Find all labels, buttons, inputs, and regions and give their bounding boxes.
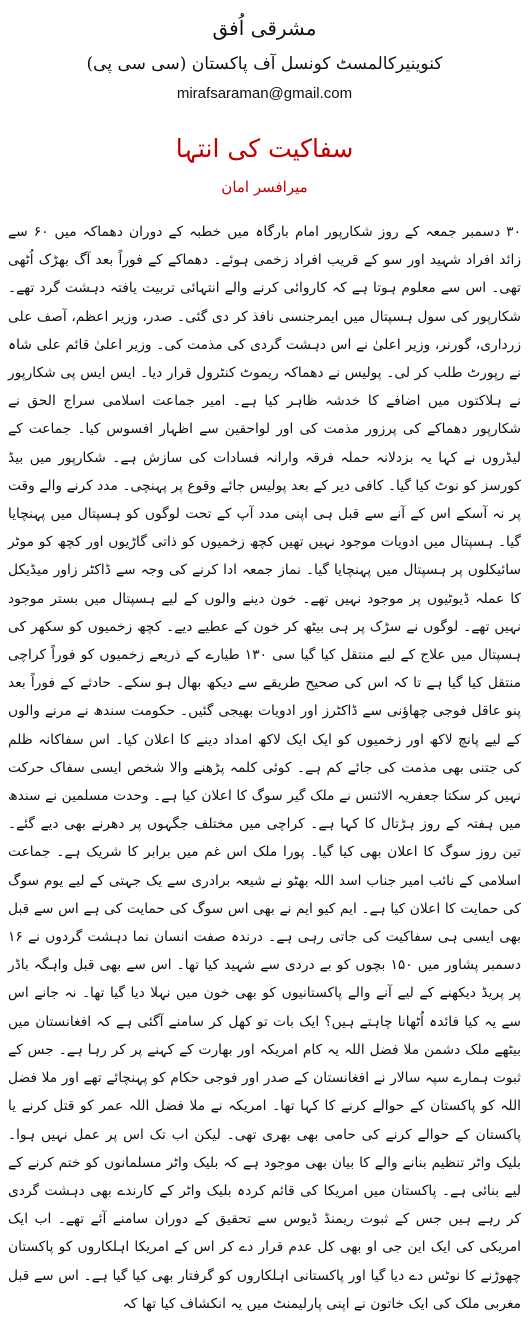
article-paragraph: ۳۰ دسمبر جمعہ کے روز شکارپور امام بارگاہ میں خطبہ کے دوران دھماکہ میں ۶۰ سے زائد افراد شہید اور سو کے قریب افراد زخمی ہوئے۔ دھماکے کے فوراً بعد آگ بھڑک اُٹھی تھی۔ اس سے معلوم ہوتا ہے کہ کاروائی کرنے والے انتہائی تربیت یافتہ دہشت گرد تھے۔ شکارپور کی سول ہسپتال میں ایمرجنسی نافذ کر دی گئی۔ صدر، وزیر اعظم، آصف علی زرداری، گورنر، وزیر اعلیٰ نے اس دہشت گردی کی مذمت کی۔ وزیر اعلیٰ قائم علی شاہ نے رپورٹ طلب کر لی۔ پولیس نے دھماکہ ریموٹ کنٹرول قرار دیا۔ ایس ایس پی شکارپور نے ہلاکتوں میں اضافے کا خدشہ ظاہر کیا ہے۔ امیر جماعت اسلامی سراج الحق نے شکارپور دھماکے کی پرزور مذمت کی اور لواحقین سے اظہار افسوس کیا۔ جماعت کے لیڈروں نے کہا یہ بزدلانہ حملہ فرقہ وارانہ فسادات کی سازش ہے۔ شکارپور میں بیڈ کورسز کو نوٹ کیا گیا۔ کافی دیر کے بعد پولیس جائے وقوع پر پہنچی۔ مدد کرنے والے وقت پر نہ آسکے اس کے آنے سے قبل ہی اپنی مدد آپ کے تحت لوگوں کو ہسپتال میں پہنچایا گیا۔ ہسپتال میں ادویات موجود نہیں تھیں کچھ زخمیوں کو ذاتی گاڑیوں اور کچھ کو موٹر سائیکلوں پر ہسپتال میں پہنچایا گیا۔ نماز جمعہ ادا کرنے کی وجہ سے ڈاکٹر زاور میڈیکل کا عملہ ڈیوٹیوں پر موجود نہیں تھے۔ خون دینے والوں کے لیے ہسپتال میں بستر موجود نہیں تھے۔ لوگوں نے سڑک پر ہی بیٹھ کر خون کے عطیے دیے۔ کچھ زخمیوں کو سکھر کی ہسپتال میں علاج کے لیے منتقل کیا گیا سی ۱۳۰ طیارے کے ذریعے زخمیوں کو فوراً کراچی منتقل کیا گیا ہے تا کہ اس کی صحیح طریقے سے دیکھ بھال ہو سکے۔ حادثے کے فوراً بعد پنو عاقل فوجی چھاؤنی سے ڈاکٹرز اور ادویات بھیجی گئیں۔ حکومت سندھ نے مرنے والوں کے لیے پانچ لاکھ اور زخمیوں کو ایک ایک لاکھ امداد دینے کا اعلان کیا۔ اس سفاکانہ ظلم کی جتنی بھی مذمت کی جائے کم ہے۔ کوئی کلمہ پڑھنے والا شخص ایسی سفاک حرکت نہیں کر سکتا جعفریہ الائنس نے ملک گیر سوگ کا اعلان کیا ہے۔ وحدت مسلمین نے سندھ میں ہفتہ کے روز ہڑتال کا کہا ہے۔ کراچی میں مختلف جگہوں پر دھرنے بھی دیے گئے۔ تین روز سوگ کا اعلان بھی کیا گیا۔ پورا ملک اس غم میں برابر کا شریک ہے۔ جماعت اسلامی کے نائب امیر جناب اسد اللہ بھٹو نے شیعہ برادری سے یک جہتی کے لیے یوم سوگ کی حمایت کا اعلان کیا ہے۔ ایم کیو ایم نے بھی اس سوگ کی حمایت کی ہے اس سے قبل بھی ایسی ہی سفاکیت کی جاتی رہی ہے۔ درندہ صفت انسان نما دہشت گردوں نے ۱۶ دسمبر پشاور میں ۱۵۰ بچوں کو بے دردی سے شہید کیا تھا۔ اس سے بھی قبل واہگہ باڈر پر پریڈ دیکھنے کے لیے آنے والے پاکستانیوں کو بھی خون میں نہلا دیا گیا تھا۔ نہ جانے اس سے یہ کیا فائدہ اُٹھانا چاہتے ہیں؟ ایک بات تو کھل کر سامنے آگئی ہے کہ افغانستان میں بیٹھے ملک دشمن ملا فضل اللہ یہ کام امریکہ اور بھارت کے کہنے پر کر رہا ہے۔ جس کے ثبوت ہمارے سپہ سالار نے افغانستان کے صدر اور فوجی حکام کو پہنچائے تھے اور ملا فضل اللہ کو پاکستان کے حوالے کرنے کا کہا تھا۔ امریکہ نے ملا فضل اللہ عمر کو قتل کرنے یا پاکستان کے حوالے کرنے کی حامی بھی بھری تھی۔ لیکن اب تک اس پر عمل نہیں ہوا۔ بلیک واٹر تنظیم بنانے والے کا بیان بھی موجود ہے کہ بلیک واٹر مسلمانوں کو ختم کرنے کے لیے بنائی ہے۔ پاکستان میں امریکا کی قائم کردہ بلیک واٹر کے کارندے بھی دہشت گردی کر رہے ہیں جس کے ثبوت ریمنڈ ڈیوس سے تحقیق کے دوران سامنے آئے تھے۔ اب ایک امریکی کی ایک این جی او بھی کل عدم قرار دے کر اس کے امریکا اہلکاروں کو پاکستان چھوڑنے کا نوٹس دے دیا گیا اور پاکستانی اہلکاروں کو گرفتار بھی کیا گیا ہے۔ اس سے قبل مغربی ملک کی ایک خاتون نے اپنی پارلیمنٹ میں یہ انکشاف کیا تھا کہ	[8, 224, 521, 1312]
article-byline: میرافسر امان	[221, 178, 308, 196]
article-headline: سفاکیت کی انتہا	[175, 134, 354, 163]
article-body	[8, 218, 521, 1318]
author-name: مشرقی اُفق	[212, 16, 317, 40]
article-header	[0, 0, 529, 202]
author-email: mirafsaraman@gmail.com	[176, 85, 353, 102]
author-title: کنوینیرکالمسٹ کونسل آف پاکستان (سی سی پی)	[86, 54, 443, 74]
